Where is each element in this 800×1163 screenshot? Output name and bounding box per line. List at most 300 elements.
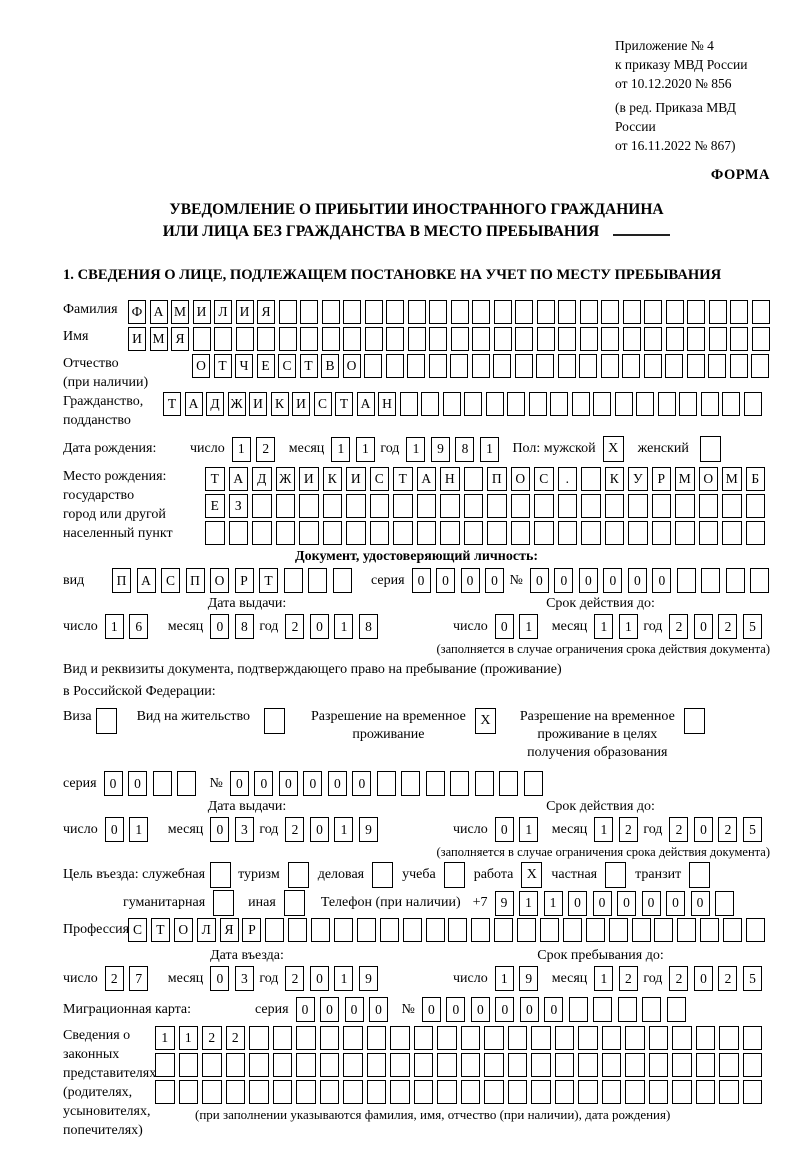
char-cell[interactable] <box>746 521 766 545</box>
char-cell[interactable] <box>666 300 684 324</box>
purpose-rabota-checkbox[interactable]: X <box>521 862 542 888</box>
char-cell[interactable] <box>618 997 637 1022</box>
char-cell[interactable] <box>343 1026 363 1050</box>
char-cell[interactable]: М <box>171 300 189 324</box>
char-cell[interactable] <box>450 771 469 796</box>
char-cell[interactable] <box>346 521 366 545</box>
char-cell[interactable] <box>390 1026 410 1050</box>
char-cell[interactable] <box>464 467 484 491</box>
char-cell[interactable]: О <box>343 354 361 378</box>
char-cell[interactable] <box>155 1080 175 1104</box>
char-cell[interactable] <box>675 494 695 518</box>
char-cell[interactable] <box>687 327 705 351</box>
char-cell[interactable] <box>461 1080 481 1104</box>
char-cell[interactable]: 2 <box>718 966 737 991</box>
char-cell[interactable] <box>179 1053 199 1077</box>
char-cell[interactable] <box>722 392 740 416</box>
char-cell[interactable] <box>334 918 353 942</box>
char-cell[interactable] <box>534 494 554 518</box>
purpose-ucheba-checkbox[interactable] <box>444 862 465 888</box>
char-cell[interactable]: 5 <box>743 817 762 842</box>
char-cell[interactable] <box>555 1026 575 1050</box>
char-cell[interactable] <box>320 1053 340 1077</box>
char-cell[interactable]: С <box>370 467 390 491</box>
char-cell[interactable] <box>700 918 719 942</box>
char-cell[interactable] <box>726 568 745 593</box>
char-cell[interactable] <box>252 521 272 545</box>
char-cell[interactable] <box>652 521 672 545</box>
char-cell[interactable] <box>696 1080 716 1104</box>
char-cell[interactable] <box>461 1026 481 1050</box>
char-cell[interactable]: 1 <box>495 966 514 991</box>
purpose-chastnaya-checkbox[interactable] <box>605 862 626 888</box>
char-cell[interactable]: 0 <box>603 568 622 593</box>
char-cell[interactable]: 1 <box>519 817 538 842</box>
char-cell[interactable] <box>265 918 284 942</box>
char-cell[interactable]: Я <box>171 327 189 351</box>
char-cell[interactable] <box>658 392 676 416</box>
char-cell[interactable] <box>699 494 719 518</box>
char-cell[interactable] <box>426 771 445 796</box>
char-cell[interactable]: 2 <box>669 817 688 842</box>
char-cell[interactable] <box>288 918 307 942</box>
char-cell[interactable]: 0 <box>320 997 339 1022</box>
char-cell[interactable]: Т <box>163 392 181 416</box>
char-cell[interactable]: Л <box>214 300 232 324</box>
char-cell[interactable]: О <box>511 467 531 491</box>
char-cell[interactable] <box>386 300 404 324</box>
char-cell[interactable]: 2 <box>285 966 304 991</box>
char-cell[interactable] <box>531 1080 551 1104</box>
char-cell[interactable]: П <box>186 568 205 593</box>
char-cell[interactable] <box>744 392 762 416</box>
char-cell[interactable] <box>343 1053 363 1077</box>
char-cell[interactable] <box>179 1080 199 1104</box>
char-cell[interactable] <box>605 521 625 545</box>
char-cell[interactable] <box>400 392 418 416</box>
char-cell[interactable] <box>507 392 525 416</box>
char-cell[interactable] <box>408 300 426 324</box>
char-cell[interactable]: Р <box>235 568 254 593</box>
char-cell[interactable] <box>296 1026 316 1050</box>
char-cell[interactable]: 0 <box>628 568 647 593</box>
char-cell[interactable]: 0 <box>461 568 480 593</box>
char-cell[interactable] <box>380 918 399 942</box>
char-cell[interactable] <box>320 1026 340 1050</box>
char-cell[interactable] <box>743 1080 763 1104</box>
residence-permit-checkbox[interactable] <box>264 708 285 734</box>
char-cell[interactable]: 9 <box>519 966 538 991</box>
char-cell[interactable]: Е <box>257 354 275 378</box>
char-cell[interactable] <box>730 354 748 378</box>
char-cell[interactable] <box>472 300 490 324</box>
char-cell[interactable]: Я <box>257 300 275 324</box>
char-cell[interactable]: 0 <box>471 997 490 1022</box>
char-cell[interactable] <box>508 1053 528 1077</box>
char-cell[interactable]: 0 <box>617 891 636 916</box>
char-cell[interactable] <box>644 327 662 351</box>
char-cell[interactable] <box>715 891 734 916</box>
char-cell[interactable]: С <box>278 354 296 378</box>
char-cell[interactable]: 0 <box>530 568 549 593</box>
char-cell[interactable] <box>666 327 684 351</box>
char-cell[interactable]: А <box>137 568 156 593</box>
char-cell[interactable]: У <box>628 467 648 491</box>
char-cell[interactable] <box>601 327 619 351</box>
char-cell[interactable]: 0 <box>691 891 710 916</box>
char-cell[interactable]: Р <box>652 467 672 491</box>
char-cell[interactable] <box>249 1053 269 1077</box>
char-cell[interactable] <box>696 1053 716 1077</box>
char-cell[interactable] <box>719 1026 739 1050</box>
char-cell[interactable]: 0 <box>652 568 671 593</box>
visa-checkbox[interactable] <box>96 708 117 734</box>
char-cell[interactable]: 2 <box>718 817 737 842</box>
char-cell[interactable] <box>750 568 769 593</box>
char-cell[interactable] <box>252 494 272 518</box>
char-cell[interactable]: 0 <box>579 568 598 593</box>
char-cell[interactable] <box>440 494 460 518</box>
char-cell[interactable] <box>357 918 376 942</box>
char-cell[interactable] <box>743 1026 763 1050</box>
char-cell[interactable] <box>508 1080 528 1104</box>
char-cell[interactable] <box>730 327 748 351</box>
char-cell[interactable]: 0 <box>422 997 441 1022</box>
char-cell[interactable]: 9 <box>359 966 378 991</box>
char-cell[interactable]: 1 <box>356 437 375 462</box>
char-cell[interactable] <box>429 300 447 324</box>
char-cell[interactable] <box>679 392 697 416</box>
char-cell[interactable]: А <box>229 467 249 491</box>
char-cell[interactable] <box>550 392 568 416</box>
char-cell[interactable] <box>323 494 343 518</box>
temporary-residence-education-checkbox[interactable] <box>684 708 705 734</box>
char-cell[interactable]: 8 <box>455 437 474 462</box>
char-cell[interactable]: 0 <box>666 891 685 916</box>
char-cell[interactable] <box>581 494 601 518</box>
char-cell[interactable] <box>408 327 426 351</box>
char-cell[interactable] <box>719 1080 739 1104</box>
char-cell[interactable] <box>414 1080 434 1104</box>
char-cell[interactable] <box>487 494 507 518</box>
char-cell[interactable] <box>677 918 696 942</box>
char-cell[interactable]: Н <box>378 392 396 416</box>
char-cell[interactable] <box>563 918 582 942</box>
char-cell[interactable] <box>696 1026 716 1050</box>
char-cell[interactable]: М <box>675 467 695 491</box>
char-cell[interactable]: И <box>128 327 146 351</box>
char-cell[interactable] <box>448 918 467 942</box>
char-cell[interactable] <box>751 354 769 378</box>
char-cell[interactable] <box>421 392 439 416</box>
char-cell[interactable]: С <box>534 467 554 491</box>
char-cell[interactable]: 0 <box>544 997 563 1022</box>
char-cell[interactable] <box>205 521 225 545</box>
char-cell[interactable]: К <box>605 467 625 491</box>
char-cell[interactable]: 2 <box>619 817 638 842</box>
char-cell[interactable] <box>414 1026 434 1050</box>
char-cell[interactable] <box>555 1080 575 1104</box>
char-cell[interactable]: 0 <box>694 614 713 639</box>
char-cell[interactable] <box>472 354 490 378</box>
char-cell[interactable] <box>414 1053 434 1077</box>
char-cell[interactable] <box>464 392 482 416</box>
char-cell[interactable] <box>437 1053 457 1077</box>
char-cell[interactable] <box>580 300 598 324</box>
char-cell[interactable] <box>401 771 420 796</box>
purpose-turizm-checkbox[interactable] <box>288 862 309 888</box>
char-cell[interactable] <box>644 300 662 324</box>
char-cell[interactable] <box>322 327 340 351</box>
char-cell[interactable] <box>236 327 254 351</box>
char-cell[interactable] <box>752 327 770 351</box>
char-cell[interactable]: Д <box>252 467 272 491</box>
char-cell[interactable] <box>649 1080 669 1104</box>
char-cell[interactable] <box>390 1053 410 1077</box>
char-cell[interactable]: 2 <box>619 966 638 991</box>
char-cell[interactable]: Т <box>151 918 170 942</box>
char-cell[interactable]: Т <box>205 467 225 491</box>
char-cell[interactable]: 0 <box>495 614 514 639</box>
char-cell[interactable]: 0 <box>279 771 298 796</box>
char-cell[interactable] <box>249 1080 269 1104</box>
char-cell[interactable] <box>471 918 490 942</box>
char-cell[interactable] <box>370 521 390 545</box>
char-cell[interactable] <box>601 354 619 378</box>
char-cell[interactable] <box>623 300 641 324</box>
char-cell[interactable]: 0 <box>593 891 612 916</box>
char-cell[interactable] <box>586 918 605 942</box>
char-cell[interactable] <box>625 1080 645 1104</box>
char-cell[interactable]: Ч <box>235 354 253 378</box>
char-cell[interactable] <box>609 918 628 942</box>
char-cell[interactable]: И <box>346 467 366 491</box>
char-cell[interactable] <box>699 521 719 545</box>
char-cell[interactable]: 0 <box>210 817 229 842</box>
char-cell[interactable] <box>558 494 578 518</box>
char-cell[interactable] <box>487 521 507 545</box>
char-cell[interactable]: 0 <box>485 568 504 593</box>
char-cell[interactable]: 1 <box>406 437 425 462</box>
char-cell[interactable] <box>322 300 340 324</box>
char-cell[interactable] <box>524 771 543 796</box>
purpose-inaya-checkbox[interactable] <box>284 890 305 916</box>
purpose-sluzhebnaya-checkbox[interactable] <box>210 862 231 888</box>
char-cell[interactable] <box>370 494 390 518</box>
char-cell[interactable] <box>475 771 494 796</box>
char-cell[interactable] <box>602 1080 622 1104</box>
char-cell[interactable] <box>437 1026 457 1050</box>
char-cell[interactable]: 8 <box>359 614 378 639</box>
char-cell[interactable] <box>746 494 766 518</box>
char-cell[interactable] <box>628 494 648 518</box>
char-cell[interactable] <box>572 392 590 416</box>
char-cell[interactable]: Л <box>197 918 216 942</box>
char-cell[interactable]: 0 <box>554 568 573 593</box>
char-cell[interactable] <box>578 1080 598 1104</box>
char-cell[interactable] <box>665 354 683 378</box>
char-cell[interactable]: 0 <box>520 997 539 1022</box>
char-cell[interactable]: 2 <box>202 1026 222 1050</box>
char-cell[interactable]: 0 <box>310 817 329 842</box>
char-cell[interactable]: 0 <box>210 614 229 639</box>
char-cell[interactable] <box>299 521 319 545</box>
char-cell[interactable]: И <box>193 300 211 324</box>
char-cell[interactable] <box>451 300 469 324</box>
char-cell[interactable] <box>386 354 404 378</box>
char-cell[interactable] <box>722 521 742 545</box>
char-cell[interactable] <box>464 494 484 518</box>
char-cell[interactable] <box>622 354 640 378</box>
char-cell[interactable] <box>484 1080 504 1104</box>
char-cell[interactable] <box>386 327 404 351</box>
char-cell[interactable] <box>555 1053 575 1077</box>
char-cell[interactable]: Т <box>393 467 413 491</box>
char-cell[interactable]: И <box>236 300 254 324</box>
char-cell[interactable]: 0 <box>210 966 229 991</box>
char-cell[interactable]: 0 <box>694 966 713 991</box>
char-cell[interactable]: В <box>321 354 339 378</box>
char-cell[interactable] <box>417 494 437 518</box>
char-cell[interactable] <box>300 300 318 324</box>
char-cell[interactable]: 0 <box>310 614 329 639</box>
char-cell[interactable]: 7 <box>129 966 148 991</box>
char-cell[interactable]: 0 <box>328 771 347 796</box>
char-cell[interactable]: А <box>357 392 375 416</box>
char-cell[interactable] <box>558 354 576 378</box>
char-cell[interactable] <box>644 354 662 378</box>
char-cell[interactable] <box>558 300 576 324</box>
char-cell[interactable]: П <box>112 568 131 593</box>
char-cell[interactable]: 0 <box>296 997 315 1022</box>
char-cell[interactable] <box>579 354 597 378</box>
char-cell[interactable]: И <box>292 392 310 416</box>
char-cell[interactable] <box>493 354 511 378</box>
char-cell[interactable]: 9 <box>359 817 378 842</box>
char-cell[interactable] <box>343 1080 363 1104</box>
char-cell[interactable]: 0 <box>495 997 514 1022</box>
char-cell[interactable]: О <box>699 467 719 491</box>
char-cell[interactable] <box>276 521 296 545</box>
char-cell[interactable] <box>667 997 686 1022</box>
char-cell[interactable] <box>426 918 445 942</box>
char-cell[interactable]: Р <box>242 918 261 942</box>
char-cell[interactable]: 1 <box>179 1026 199 1050</box>
char-cell[interactable]: О <box>174 918 193 942</box>
char-cell[interactable]: 0 <box>128 771 147 796</box>
char-cell[interactable] <box>615 392 633 416</box>
char-cell[interactable]: 0 <box>105 817 124 842</box>
char-cell[interactable]: 2 <box>226 1026 246 1050</box>
char-cell[interactable]: А <box>185 392 203 416</box>
char-cell[interactable] <box>515 327 533 351</box>
char-cell[interactable]: Б <box>746 467 766 491</box>
char-cell[interactable] <box>451 327 469 351</box>
char-cell[interactable] <box>417 521 437 545</box>
char-cell[interactable] <box>299 494 319 518</box>
char-cell[interactable] <box>578 1053 598 1077</box>
char-cell[interactable] <box>273 1026 293 1050</box>
char-cell[interactable]: 1 <box>594 817 613 842</box>
char-cell[interactable] <box>393 521 413 545</box>
char-cell[interactable]: М <box>150 327 168 351</box>
char-cell[interactable] <box>311 918 330 942</box>
char-cell[interactable]: 0 <box>369 997 388 1022</box>
char-cell[interactable]: 1 <box>519 891 538 916</box>
char-cell[interactable]: 2 <box>105 966 124 991</box>
char-cell[interactable]: 1 <box>155 1026 175 1050</box>
char-cell[interactable]: С <box>161 568 180 593</box>
char-cell[interactable] <box>649 1026 669 1050</box>
char-cell[interactable] <box>276 494 296 518</box>
char-cell[interactable] <box>628 521 648 545</box>
char-cell[interactable] <box>701 392 719 416</box>
char-cell[interactable] <box>709 300 727 324</box>
purpose-tranzit-checkbox[interactable] <box>689 862 710 888</box>
char-cell[interactable] <box>652 494 672 518</box>
char-cell[interactable]: К <box>323 467 343 491</box>
char-cell[interactable]: 0 <box>568 891 587 916</box>
char-cell[interactable]: З <box>229 494 249 518</box>
char-cell[interactable] <box>709 327 727 351</box>
char-cell[interactable] <box>393 494 413 518</box>
char-cell[interactable]: 0 <box>345 997 364 1022</box>
char-cell[interactable] <box>323 521 343 545</box>
char-cell[interactable]: 6 <box>129 614 148 639</box>
char-cell[interactable] <box>672 1053 692 1077</box>
char-cell[interactable]: 2 <box>669 966 688 991</box>
char-cell[interactable] <box>279 327 297 351</box>
char-cell[interactable] <box>558 521 578 545</box>
char-cell[interactable] <box>569 997 588 1022</box>
char-cell[interactable] <box>636 392 654 416</box>
char-cell[interactable] <box>540 918 559 942</box>
char-cell[interactable] <box>723 918 742 942</box>
char-cell[interactable] <box>407 354 425 378</box>
char-cell[interactable]: Н <box>440 467 460 491</box>
char-cell[interactable]: О <box>192 354 210 378</box>
char-cell[interactable]: 1 <box>105 614 124 639</box>
char-cell[interactable]: М <box>722 467 742 491</box>
char-cell[interactable] <box>308 568 327 593</box>
char-cell[interactable]: 1 <box>334 966 353 991</box>
char-cell[interactable]: Я <box>220 918 239 942</box>
char-cell[interactable] <box>508 1026 528 1050</box>
char-cell[interactable] <box>602 1053 622 1077</box>
char-cell[interactable]: 2 <box>285 614 304 639</box>
char-cell[interactable] <box>672 1080 692 1104</box>
char-cell[interactable]: 1 <box>334 817 353 842</box>
char-cell[interactable] <box>677 568 696 593</box>
char-cell[interactable] <box>202 1080 222 1104</box>
char-cell[interactable] <box>581 467 601 491</box>
char-cell[interactable] <box>343 327 361 351</box>
char-cell[interactable]: Е <box>205 494 225 518</box>
char-cell[interactable]: Ф <box>128 300 146 324</box>
char-cell[interactable]: 1 <box>594 966 613 991</box>
char-cell[interactable] <box>226 1080 246 1104</box>
char-cell[interactable] <box>529 392 547 416</box>
char-cell[interactable] <box>440 521 460 545</box>
char-cell[interactable] <box>367 1053 387 1077</box>
char-cell[interactable] <box>654 918 673 942</box>
char-cell[interactable] <box>365 300 383 324</box>
char-cell[interactable] <box>601 300 619 324</box>
char-cell[interactable] <box>687 300 705 324</box>
char-cell[interactable]: 5 <box>743 614 762 639</box>
char-cell[interactable]: К <box>271 392 289 416</box>
char-cell[interactable] <box>625 1053 645 1077</box>
